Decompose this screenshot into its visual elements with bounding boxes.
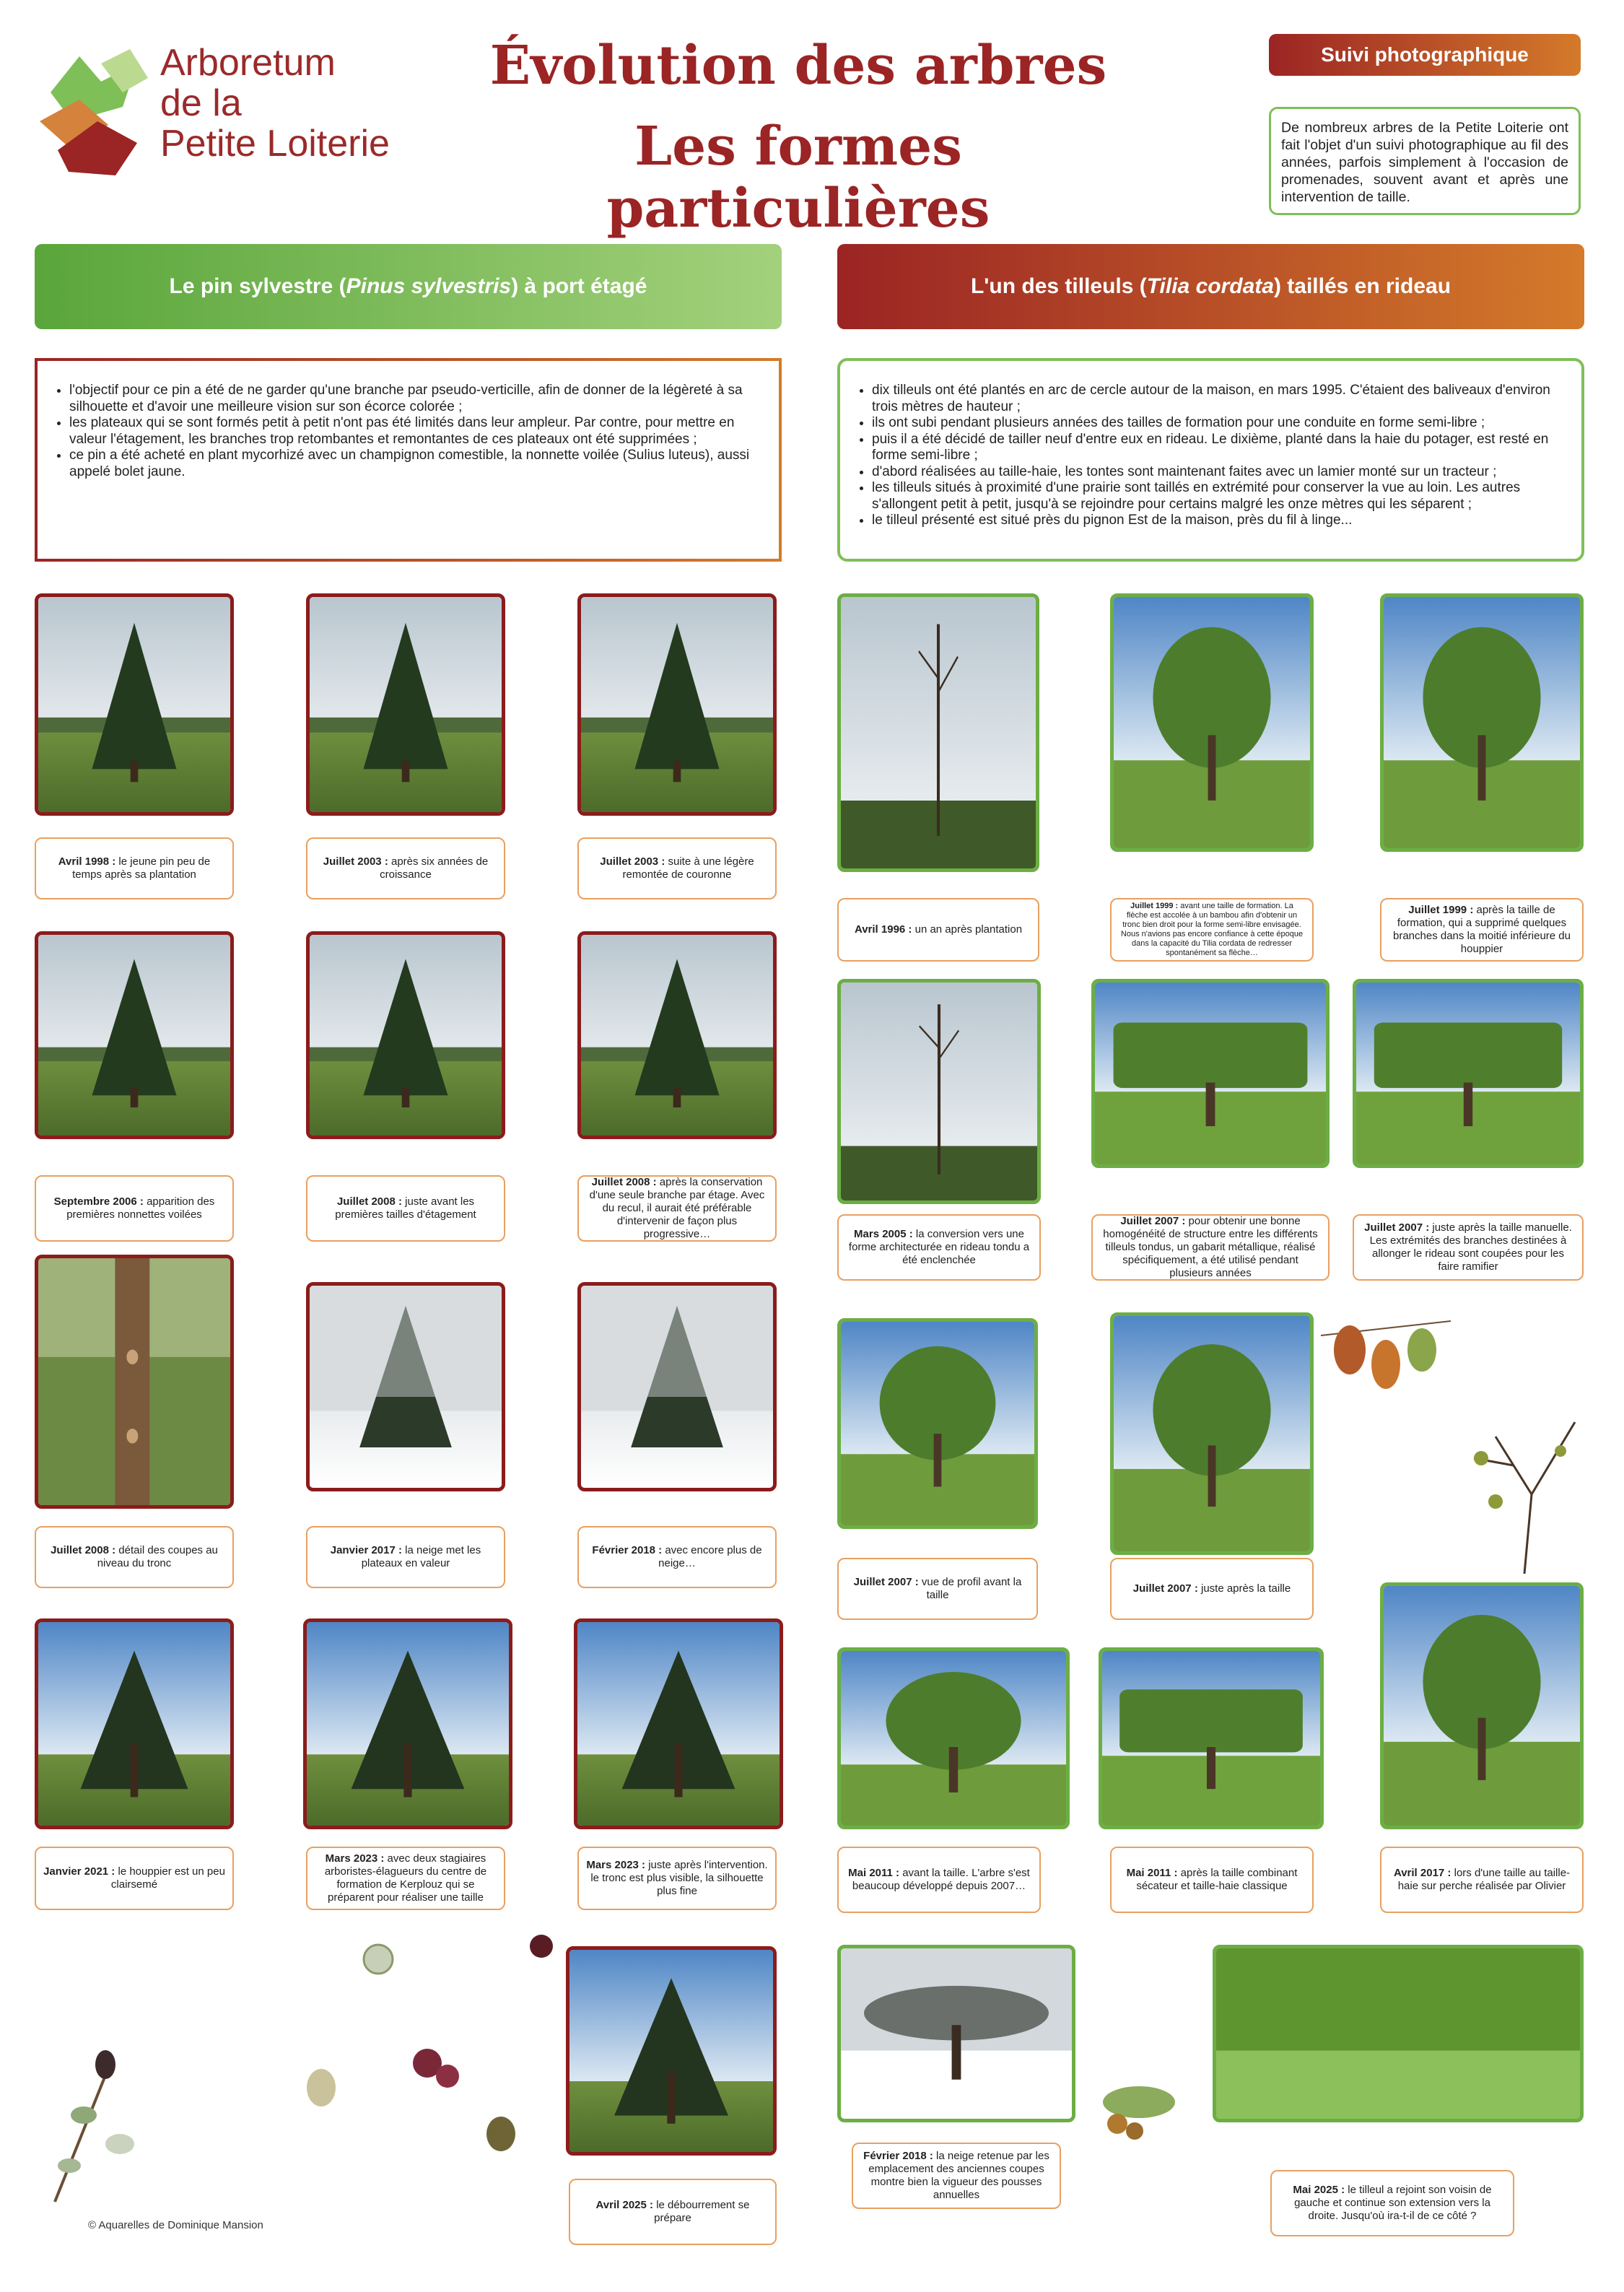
title-line2: Les formes particulières <box>606 116 990 240</box>
suivi-intro-text: De nombreux arbres de la Petite Loiterie ont fait l'objet d'un suivi photographique au fil des années, parfois simplement à l'occasion de promenades, souvent avant et après une intervention de taille. <box>1269 107 1581 215</box>
lime-photo-2025 <box>1213 1945 1584 2122</box>
left-section-header: Le pin sylvestre (Pinus sylvestris) à port étagé <box>35 244 782 329</box>
lime-caption: Février 2018 : la neige retenue par les emplacement des anciennes coupes montre bien la vigueur des pousses annuelles <box>852 2143 1061 2209</box>
pine-caption: Avril 1998 : le jeune pin peu de temps après sa plantation <box>35 837 234 899</box>
pine-caption: Septembre 2006 : apparition des premières nonnettes voilées <box>35 1175 234 1242</box>
lime-photo-1999b <box>1380 593 1584 852</box>
pine-photo-2018 <box>577 1282 777 1491</box>
lime-photo-2007b <box>1353 979 1584 1168</box>
right-bullet: • puis il a été décidé de tailler neuf d'entre eux en rideau. Le dixième, planté dans la haie du potager, est resté en forme semi-libre ; <box>872 432 1567 464</box>
pine-caption: Juillet 2008 : juste avant les premières tailles d'étagement <box>306 1175 505 1242</box>
right-description <box>837 358 1584 562</box>
pine-caption: Mars 2023 : juste après l'intervention. le tronc est plus visible, la silhouette plus fine <box>577 1847 777 1910</box>
pine-photo-2008b <box>577 931 777 1139</box>
lime-caption: Avril 1996 : un an après plantation <box>837 898 1039 962</box>
pine-photo-trunk <box>35 1255 234 1509</box>
watercolor-branch-illustration <box>26 2036 170 2209</box>
lime-photo-1999a <box>1110 593 1314 852</box>
oak-leaves-illustration <box>1314 1307 1458 1415</box>
pine-photo-2003b <box>577 593 777 816</box>
pine-photo-2023b <box>574 1618 783 1829</box>
pine-caption: Juillet 2003 : suite à une légère remontée de couronne <box>577 837 777 899</box>
pine-caption: Juillet 2008 : détail des coupes au niveau du tronc <box>35 1526 234 1588</box>
lime-caption: Juillet 1999 : avant une taille de formation. La flèche est accolée à un bambou afin d'obtenir un tronc bien droit pour la forme semi-libre envisagée. Nous n'avions pas encore confiance à cette époque dans la capacité du Tilia cordata de redresser spontanément sa flèche… <box>1110 898 1314 962</box>
pine-photo-2021 <box>35 1618 234 1829</box>
lime-photo-2007c <box>837 1318 1038 1529</box>
arboretum-logo-leaves <box>29 42 155 179</box>
pine-photo-2008a <box>306 931 505 1139</box>
fruit-illustration <box>303 2066 339 2109</box>
lime-photo-2018 <box>837 1945 1075 2122</box>
left-description <box>35 358 782 562</box>
logo-line1: Arboretum <box>160 42 336 84</box>
berry-illustration <box>527 1932 556 1961</box>
lime-caption: Juillet 2007 : juste après la taille <box>1110 1558 1314 1620</box>
pine-caption: Février 2018 : avec encore plus de neige… <box>577 1526 777 1588</box>
right-section-header: L'un des tilleuls (Tilia cordata) taillés en rideau <box>837 244 1584 329</box>
pine-caption: Juillet 2008 : après la conservation d'une seule branche par étage. Avec du recul, il aurait été préférable d'intervenir de façon plus progressive… <box>577 1175 777 1242</box>
lime-photo-2011a <box>837 1647 1070 1829</box>
lime-photo-2007d <box>1110 1312 1314 1555</box>
lime-caption: Mai 2025 : le tilleul a rejoint son voisin de gauche et continue son extension vers la droite. Jusqu'où ira-t-il de ce côté ? <box>1270 2170 1514 2236</box>
pine-caption: Mars 2023 : avec deux stagiaires arboristes-élagueurs du centre de formation de Kerplouz qui se préparent pour réaliser une taille <box>306 1847 505 1910</box>
lime-caption: Juillet 2007 : pour obtenir une bonne homogénéité de structure entre les différents tilleuls tondus, un gabarit métallique, réalisé spécifiquement, a été utilisé pendant plusieurs années <box>1091 1214 1330 1281</box>
lime-photo-2017 <box>1380 1582 1584 1829</box>
lime-caption: Juillet 2007 : juste après la taille manuelle. Les extrémités des branches destinées à allonger le rideau sont coupées pour les faire ramifier <box>1353 1214 1584 1281</box>
pine-photo-2006 <box>35 931 234 1139</box>
suivi-photo-tab: Suivi photographique <box>1269 34 1581 76</box>
lime-caption: Juillet 2007 : vue de profil avant la taille <box>837 1558 1038 1620</box>
pine-photo-2003a <box>306 593 505 816</box>
right-bullet: • le tilleul présenté est situé près du pignon Est de la maison, près du fil à linge... <box>872 513 1567 529</box>
seed-illustration <box>361 1942 396 1977</box>
lime-caption: Mai 2011 : avant la taille. L'arbre s'est beaucoup développé depuis 2007… <box>837 1847 1041 1913</box>
illustration-credit: © Aquarelles de Dominique Mansion <box>88 2219 263 2231</box>
pine-photo-2025 <box>566 1946 777 2156</box>
right-bullet: • les tilleuls situés à proximité d'une prairie sont taillés en extrémité pour conserver la vue au loin. Les autres s'allongent petit à petit, jusqu'à se rejoindre pour certains malgré les onze mètres qui les séparent ; <box>872 480 1567 513</box>
logo-line3: Petite Loiterie <box>160 123 390 165</box>
lime-photo-2011b <box>1099 1647 1324 1829</box>
lime-caption: Mai 2011 : après la taille combinant sécateur et taille-haie classique <box>1110 1847 1314 1913</box>
left-bullet: • les plateaux qui se sont formés petit à petit n'ont pas été limités dans leur ampleur. Par contre, pour mettre en valeur l'étagement, les branches trop retombantes et remontantes de ces plateaux ont été supprimées ; <box>69 415 764 448</box>
lime-caption: Avril 2017 : lors d'une taille au taille-haie sur perche réalisée par Olivier <box>1380 1847 1584 1913</box>
right-bullet: • dix tilleuls ont été plantés en arc de cercle autour de la maison, en mars 1995. C'étaient des baliveaux d'environ trois mètres de hauteur ; <box>872 383 1567 415</box>
lime-caption: Juillet 1999 : après la taille de formation, qui a supprimé quelques branches dans la moitié inférieure du houppier <box>1380 898 1584 962</box>
pear-illustration <box>484 2111 518 2154</box>
pine-caption: Avril 2025 : le débourrement se prépare <box>569 2179 777 2245</box>
right-bullet: • d'abord réalisées au taille-haie, les tontes sont maintenant faites avec un lamier monté sur un tracteur ; <box>872 464 1567 481</box>
logo-line2: de la <box>160 82 242 124</box>
right-bullet: • ils ont subi pendant plusieurs années des tailles de formation pour une conduite en forme semi-libre ; <box>872 415 1567 432</box>
lime-photo-2005 <box>837 979 1041 1204</box>
pine-caption: Janvier 2021 : le houppier est un peu clairsemé <box>35 1847 234 1910</box>
lime-photo-2007a <box>1091 979 1330 1168</box>
lime-caption: Mars 2005 : la conversion vers une forme architecturée en rideau tondu a été enclenchée <box>837 1214 1041 1281</box>
pine-photo-2023a <box>303 1618 512 1829</box>
fruit-branch-illustration <box>1452 1393 1589 1581</box>
left-bullet: • ce pin a été acheté en plant mycorhizé avec un champignon comestible, la nonnette voilée (Sulius luteus), aussi appelé bolet jaune. <box>69 448 764 480</box>
lime-photo-1996 <box>837 593 1039 872</box>
pine-caption: Juillet 2003 : après six années de croissance <box>306 837 505 899</box>
pine-photo-2017 <box>306 1282 505 1491</box>
lime-fruit-illustration <box>1088 2073 1182 2153</box>
pine-photo-1998 <box>35 593 234 816</box>
title-line1: Évolution des arbres <box>489 35 1107 97</box>
raspberry-illustration <box>410 2042 460 2093</box>
left-bullet: • l'objectif pour ce pin a été de ne garder qu'une branche par pseudo-verticille, afin de donner de la légèreté à sa silhouette et d'avoir une meilleure vision sur son écorce colorée ; <box>69 383 764 415</box>
pine-caption: Janvier 2017 : la neige met les plateaux en valeur <box>306 1526 505 1588</box>
